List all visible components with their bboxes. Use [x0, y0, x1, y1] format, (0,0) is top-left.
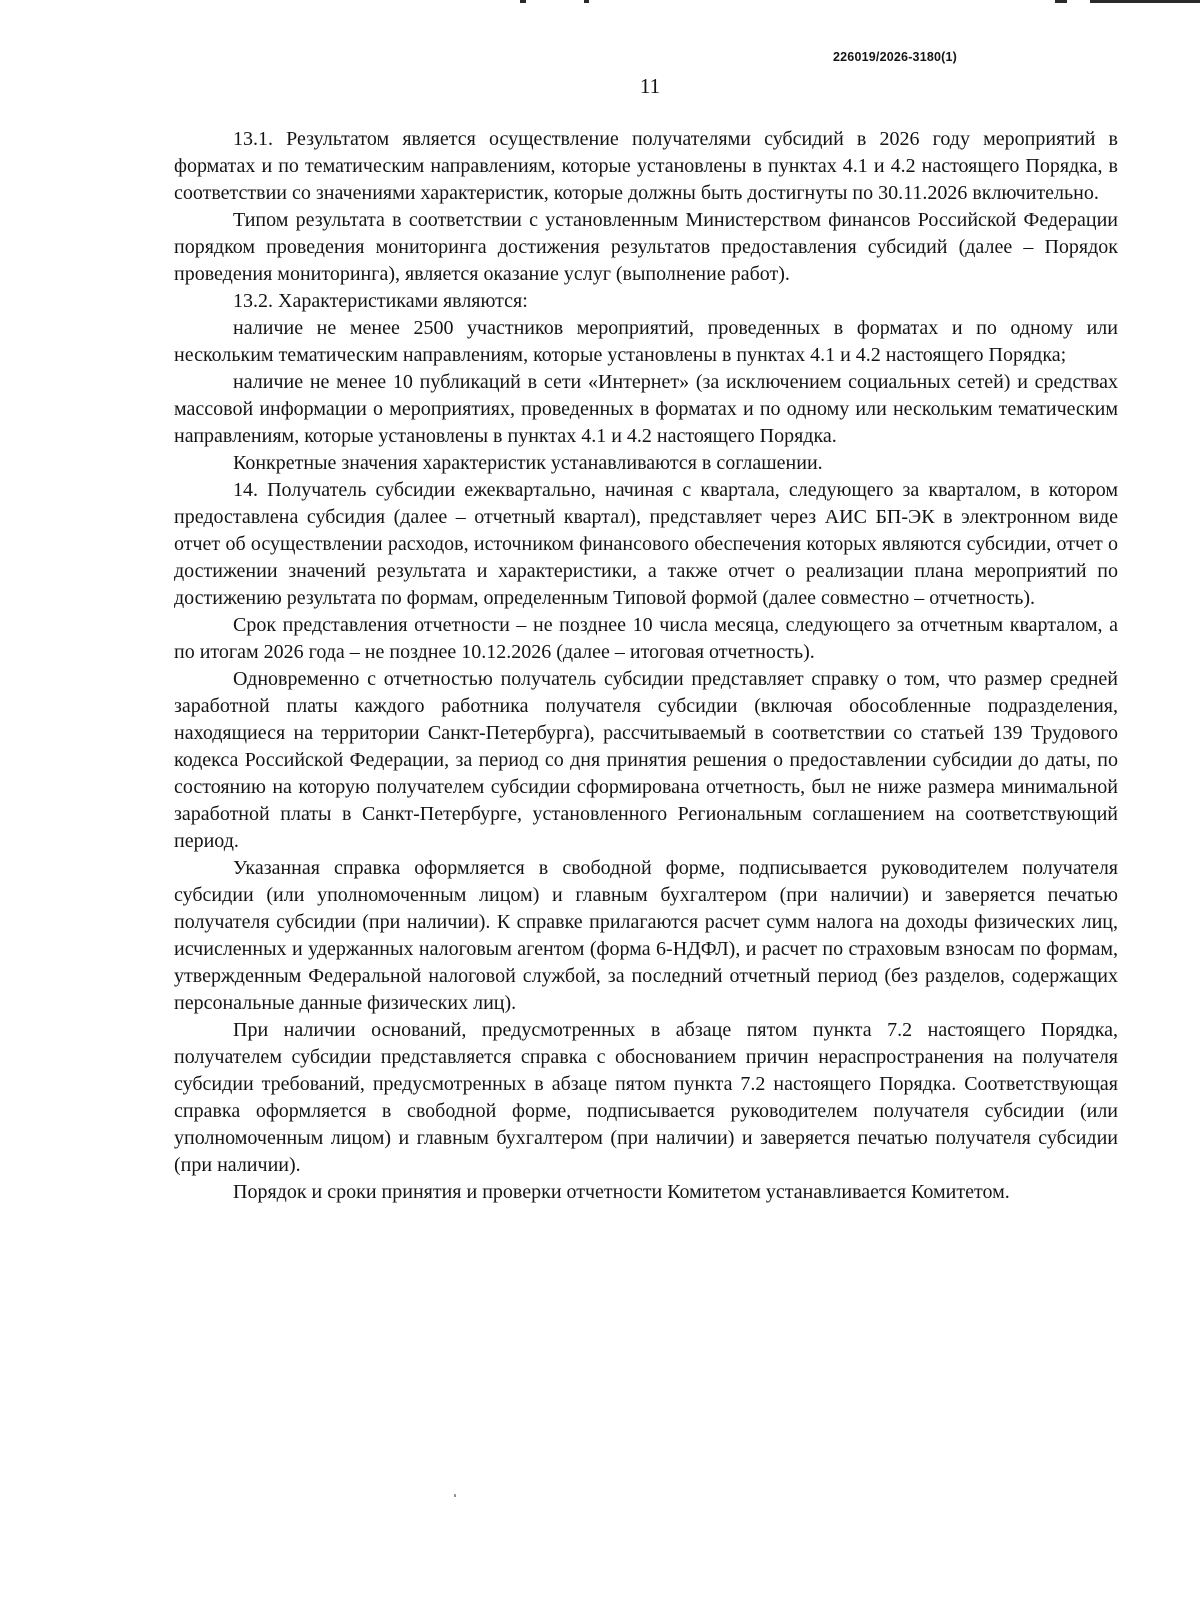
- scan-top-edge: [0, 0, 1200, 4]
- paragraph-committee-procedure: Порядок и сроки принятия и проверки отчетности Комитетом устанавливается Комитетом.: [233, 1181, 1010, 1203]
- page-number: 11: [639, 74, 661, 98]
- paragraph-13-1-result: 13.1. Результатом является осуществление получателями субсидий в 2026 году мероприятий в форматах и по тематическим направлениям, которые установлены в пунктах 4.1 и 4.2 настоящего Порядка, в соответствии со значениями характеристик, которые должны быть достигнуты по 30.11.2026 включительно.: [174, 128, 1118, 204]
- paragraph-publications-count: наличие не менее 10 публикаций в сети «Интернет» (за исключением социальных сетей) и средствах массовой информации о мероприятиях, проведенных в форматах и по одному или нескольким тематическим направлениям, которые установлены в пунктах 4.1 и 4.2 настоящего Порядка.: [174, 371, 1118, 447]
- paragraph-participants-count: наличие не менее 2500 участников мероприятий, проведенных в форматах и по одному или нескольким тематическим направлениям, которые установлены в пунктах 4.1 и 4.2 настоящего Порядка;: [174, 317, 1118, 366]
- paragraph-result-type: Типом результата в соответствии с установленным Министерством финансов Российской Федерации порядком проведения мониторинга достижения результатов предоставления субсидий (далее – Порядок проведения мониторинга), является оказание услуг (выполнение работ).: [174, 209, 1118, 285]
- paragraph-certificate-form: Указанная справка оформляется в свободной форме, подписывается руководителем получателя субсидии (или уполномоченным лицом) и главным бухгалтером (при наличии) и заверяется печатью получателя субсидии (при наличии). К справке прилагаются расчет сумм налога на доходы физических лиц, исчисленных и удержанных налоговым агентом (форма 6-НДФЛ), и расчет по страховым взносам по формам, утвержденным Федеральной налоговой службой, за последний отчетный период (без разделов, содержащих персональные данные физических лиц).: [174, 857, 1118, 1014]
- paragraph-reporting-deadline: Срок представления отчетности – не позднее 10 числа месяца, следующего за отчетным кварталом, а по итогам 2026 года – не позднее 10.12.2026 (далее – итоговая отчетность).: [174, 614, 1118, 663]
- paragraph-14-reporting: 14. Получатель субсидии ежеквартально, начиная с квартала, следующего за кварталом, в котором предоставлена субсидия (далее – отчетный квартал), представляет через АИС БП-ЭК в электронном виде отчет об осуществлении расходов, источником финансового обеспечения которых являются субсидии, отчет о достижении значений результата и характеристики, а также отчет о реализации плана мероприятий по достижению результата по формам, определенным Типовой формой (далее совместно – отчетность).: [174, 479, 1118, 609]
- paragraph-13-2-characteristics: 13.2. Характеристиками являются:: [233, 290, 528, 312]
- document-registration-code: 226019/2026-3180(1): [833, 50, 958, 64]
- paragraph-grounds-certificate: При наличии оснований, предусмотренных в абзаце пятом пункта 7.2 настоящего Порядка, получателем субсидии представляется справка с обоснованием причин нераспространения на получателя субсидии требований, предусмотренных в абзаце пятом пункта 7.2 настоящего Порядка. Соответствующая справка оформляется в свободной форме, подписывается руководителем получателя субсидии (или уполномоченным лицом) и главным бухгалтером (при наличии) и заверяется печатью получателя субсидии (при наличии).: [174, 1019, 1118, 1176]
- paragraph-specific-values: Конкретные значения характеристик устанавливаются в соглашении.: [233, 452, 823, 474]
- scan-stray-mark: ˌ: [452, 1477, 458, 1497]
- document-body: [174, 126, 1118, 1206]
- paragraph-salary-certificate: Одновременно с отчетностью получатель субсидии представляет справку о том, что размер средней заработной платы каждого работника получателя субсидии (включая обособленные подразделения, находящиеся на территории Санкт-Петербурга), рассчитываемый в соответствии со статьей 139 Трудового кодекса Российской Федерации, за период со дня принятия решения о предоставлении субсидии до даты, по состоянию на которую получателем субсидии сформирована отчетность, был не ниже размера минимальной заработной платы в Санкт-Петербурге, установленного Региональным соглашением на соответствующий период.: [174, 668, 1118, 852]
